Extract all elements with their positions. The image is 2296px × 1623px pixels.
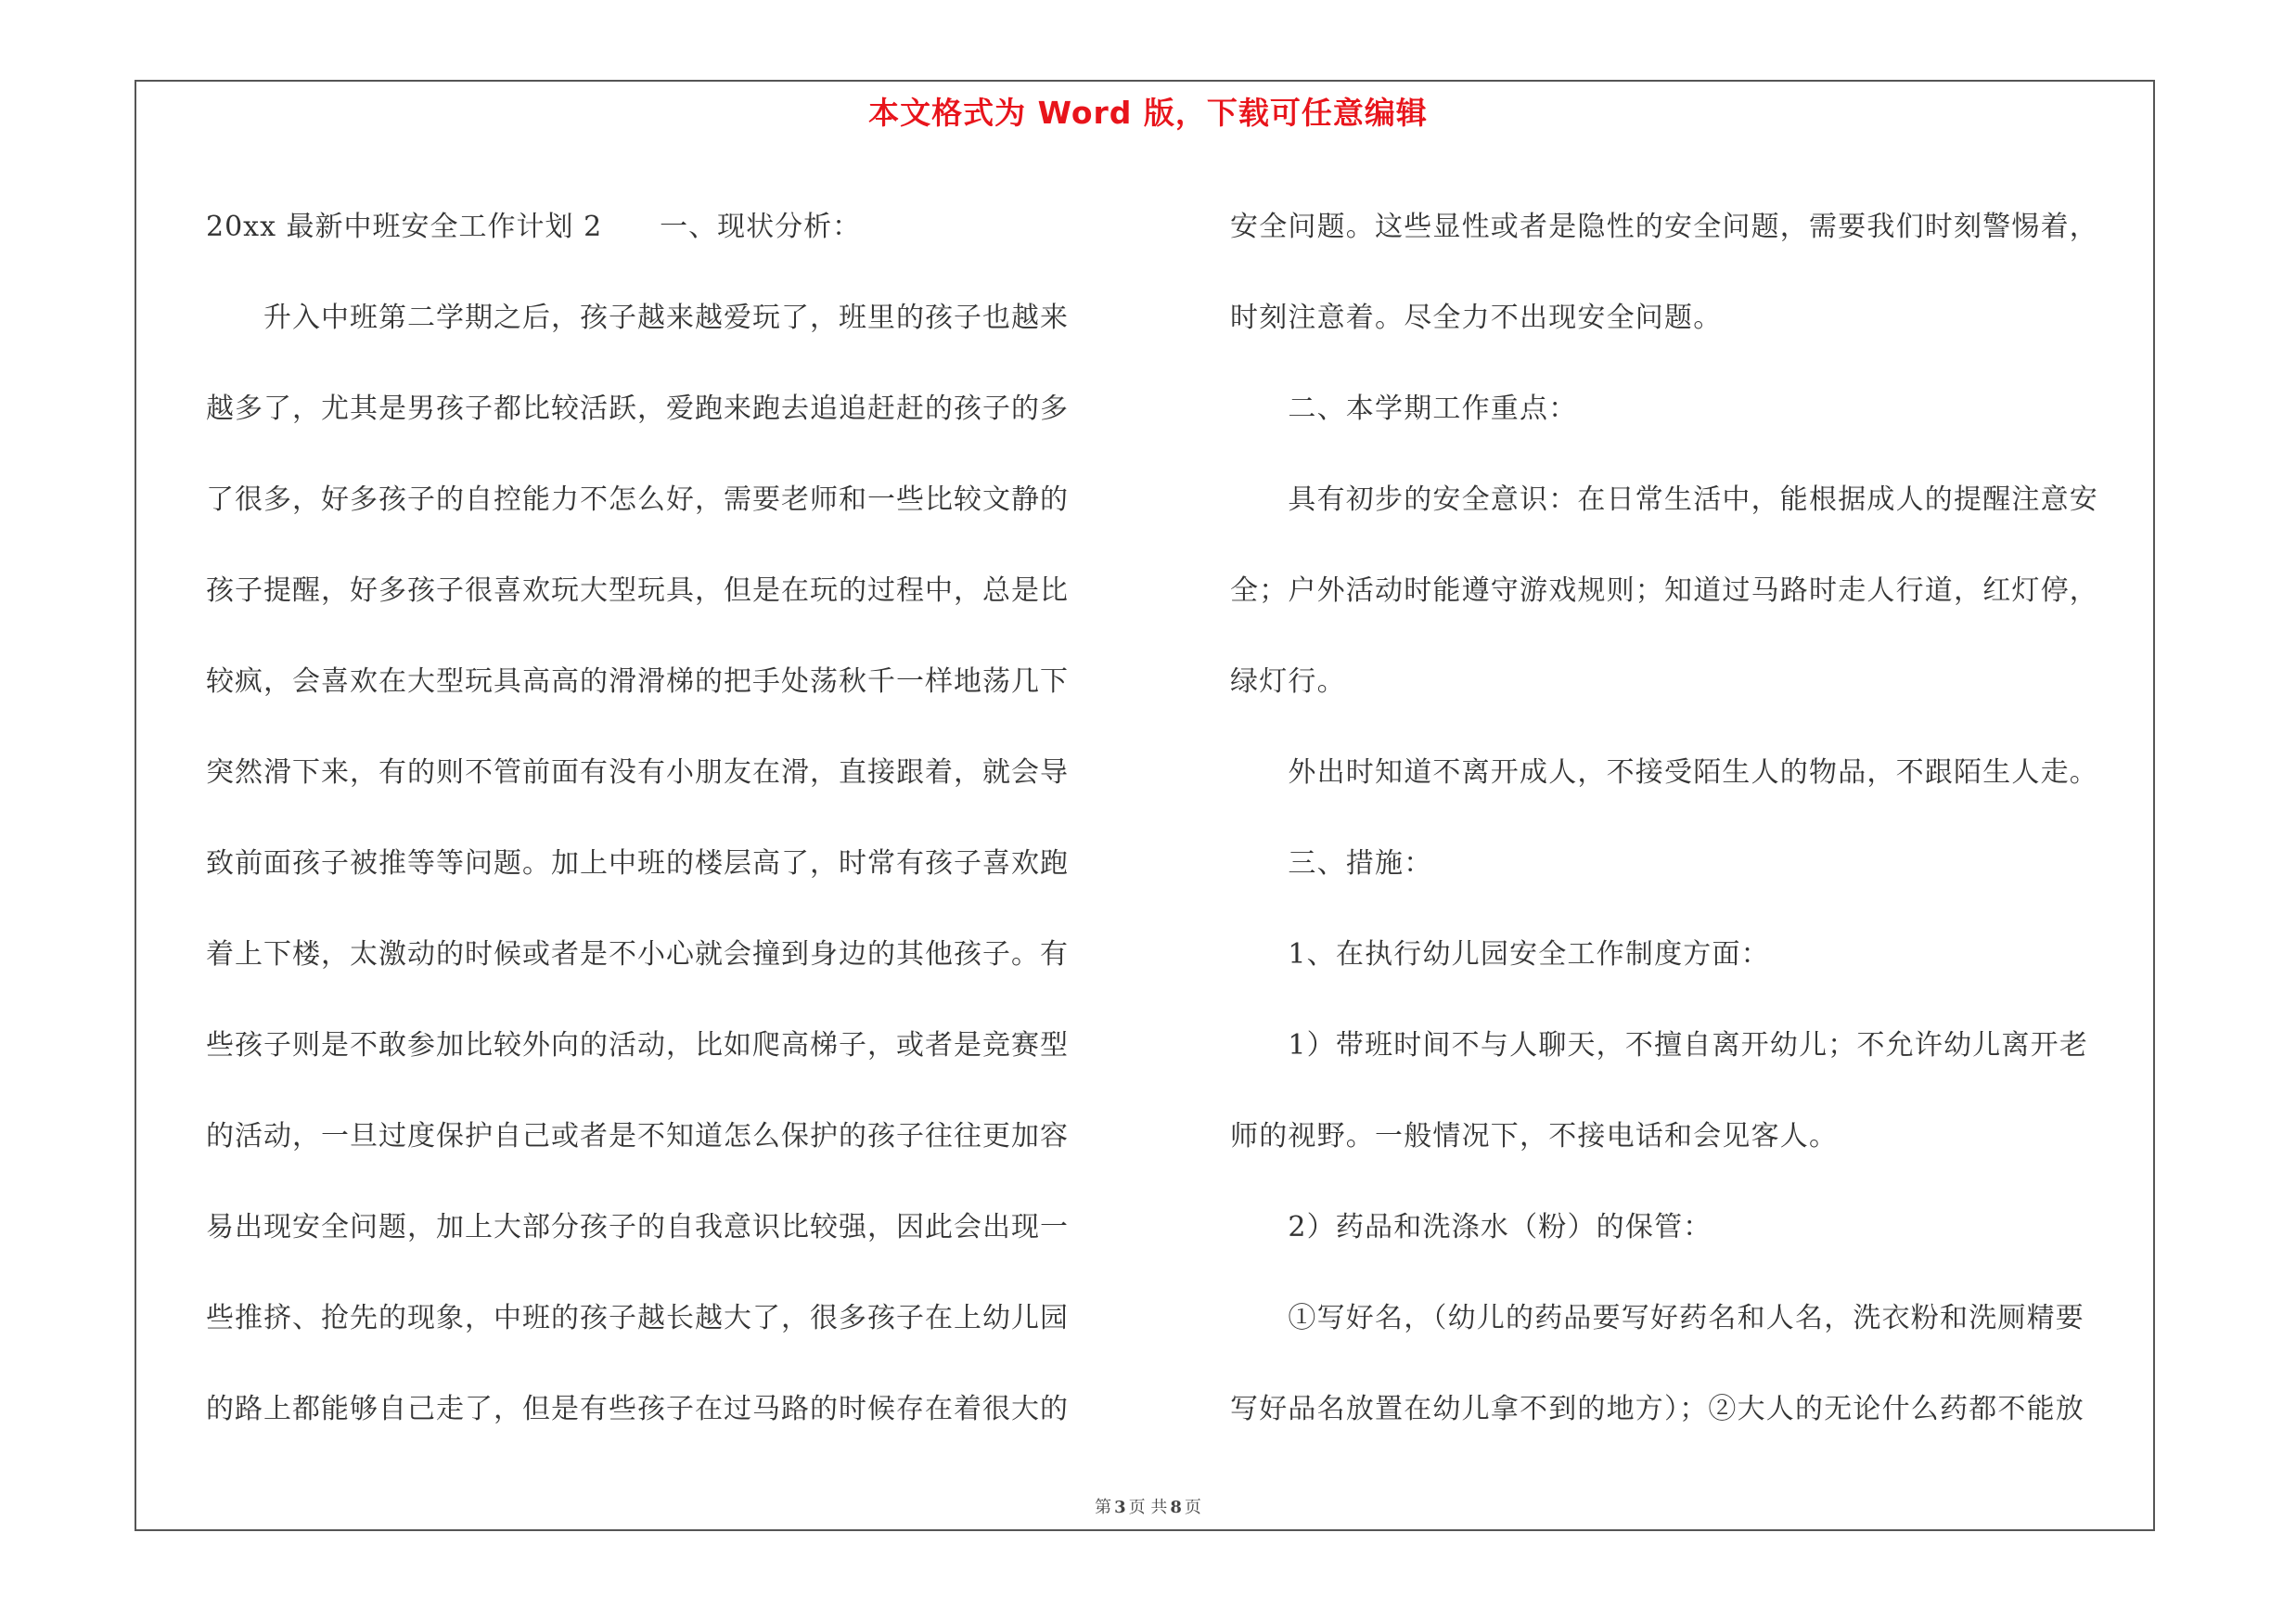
paragraph-line: 的活动，一旦过度保护自己或者是不知道怎么保护的孩子往往更加容 — [206, 1120, 1069, 1153]
paragraph-line: 20xx 最新中班安全工作计划 2 一、现状分析： — [206, 211, 862, 243]
left-column — [206, 182, 1129, 1455]
paragraph-line: 了很多，好多孩子的自控能力不怎么好，需要老师和一些比较文静的 — [206, 483, 1069, 516]
paragraph-line: 突然滑下来，有的则不管前面有没有小朋友在滑，直接跟着，就会导 — [206, 756, 1069, 789]
paragraph-line: 安全问题。这些显性或者是隐性的安全问题，需要我们时刻警惕着， — [1230, 211, 2098, 243]
paragraph-line: 升入中班第二学期之后，孩子越来越爱玩了，班里的孩子也越来 — [206, 302, 1069, 334]
total-page-count: 8 — [1170, 1498, 1182, 1517]
paragraph-line: 些孩子则是不敢参加比较外向的活动，比如爬高梯子，或者是竞赛型 — [206, 1029, 1069, 1062]
footer-prefix: 第 — [1095, 1498, 1112, 1517]
paragraph-line: 具有初步的安全意识：在日常生活中，能根据成人的提醒注意安 — [1230, 483, 2098, 516]
paragraph-line: 2）药品和洗涤水（粉）的保管： — [1230, 1211, 1712, 1243]
section-heading: 三、措施： — [1230, 847, 1433, 880]
paragraph-line: 师的视野。一般情况下，不接电话和会见客人。 — [1230, 1120, 1839, 1153]
section-heading: 二、本学期工作重点： — [1230, 393, 1578, 425]
paragraph-line: 绿灯行。 — [1230, 665, 1346, 698]
paragraph-line: 些推挤、抢先的现象，中班的孩子越长越大了，很多孩子在上幼儿园 — [206, 1302, 1069, 1334]
paragraph-line: 致前面孩子被推等等问题。加上中班的楼层高了，时常有孩子喜欢跑 — [206, 847, 1069, 880]
page-footer — [0, 1494, 2296, 1518]
paragraph-line: 易出现安全问题，加上大部分孩子的自我意识比较强，因此会出现一 — [206, 1211, 1069, 1243]
paragraph-line: 着上下楼，太激动的时候或者是不小心就会撞到身边的其他孩子。有 — [206, 938, 1069, 971]
paragraph-line: 较疯，会喜欢在大型玩具高高的滑滑梯的把手处荡秋千一样地荡几下 — [206, 665, 1069, 698]
paragraph-line: 外出时知道不离开成人，不接受陌生人的物品，不跟陌生人走。 — [1230, 756, 2098, 789]
paragraph-line: 越多了，尤其是男孩子都比较活跃，爱跑来跑去追追赶赶的孩子的多 — [206, 393, 1069, 425]
footer-suffix: 页 — [1184, 1498, 1201, 1517]
paragraph-line: ①写好名，（幼儿的药品要写好药名和人名，洗衣粉和洗厕精要 — [1230, 1302, 2084, 1334]
paragraph-line: 全；户外活动时能遵守游戏规则；知道过马路时走人行道，红灯停， — [1230, 574, 2098, 607]
paragraph-line: 孩子提醒，好多孩子很喜欢玩大型玩具，但是在玩的过程中，总是比 — [206, 574, 1069, 607]
paragraph-line: 写好品名放置在幼儿拿不到的地方）；②大人的无论什么药都不能放 — [1230, 1393, 2084, 1425]
paragraph-line: 时刻注意着。尽全力不出现安全问题。 — [1230, 302, 1723, 334]
paragraph-line: 1、在执行幼儿园安全工作制度方面： — [1230, 938, 1770, 971]
paragraph-line: 1）带班时间不与人聊天，不擅自离开幼儿；不允许幼儿离开老 — [1230, 1029, 2089, 1062]
format-banner: 本文格式为 Word 版，下载可任意编辑 — [868, 95, 1428, 131]
current-page-number: 3 — [1114, 1498, 1126, 1517]
footer-middle: 页 共 — [1128, 1498, 1168, 1517]
paragraph-line: 的路上都能够自己走了，但是有些孩子在过马路的时候存在着很大的 — [206, 1393, 1069, 1425]
right-column — [1230, 182, 2176, 1455]
